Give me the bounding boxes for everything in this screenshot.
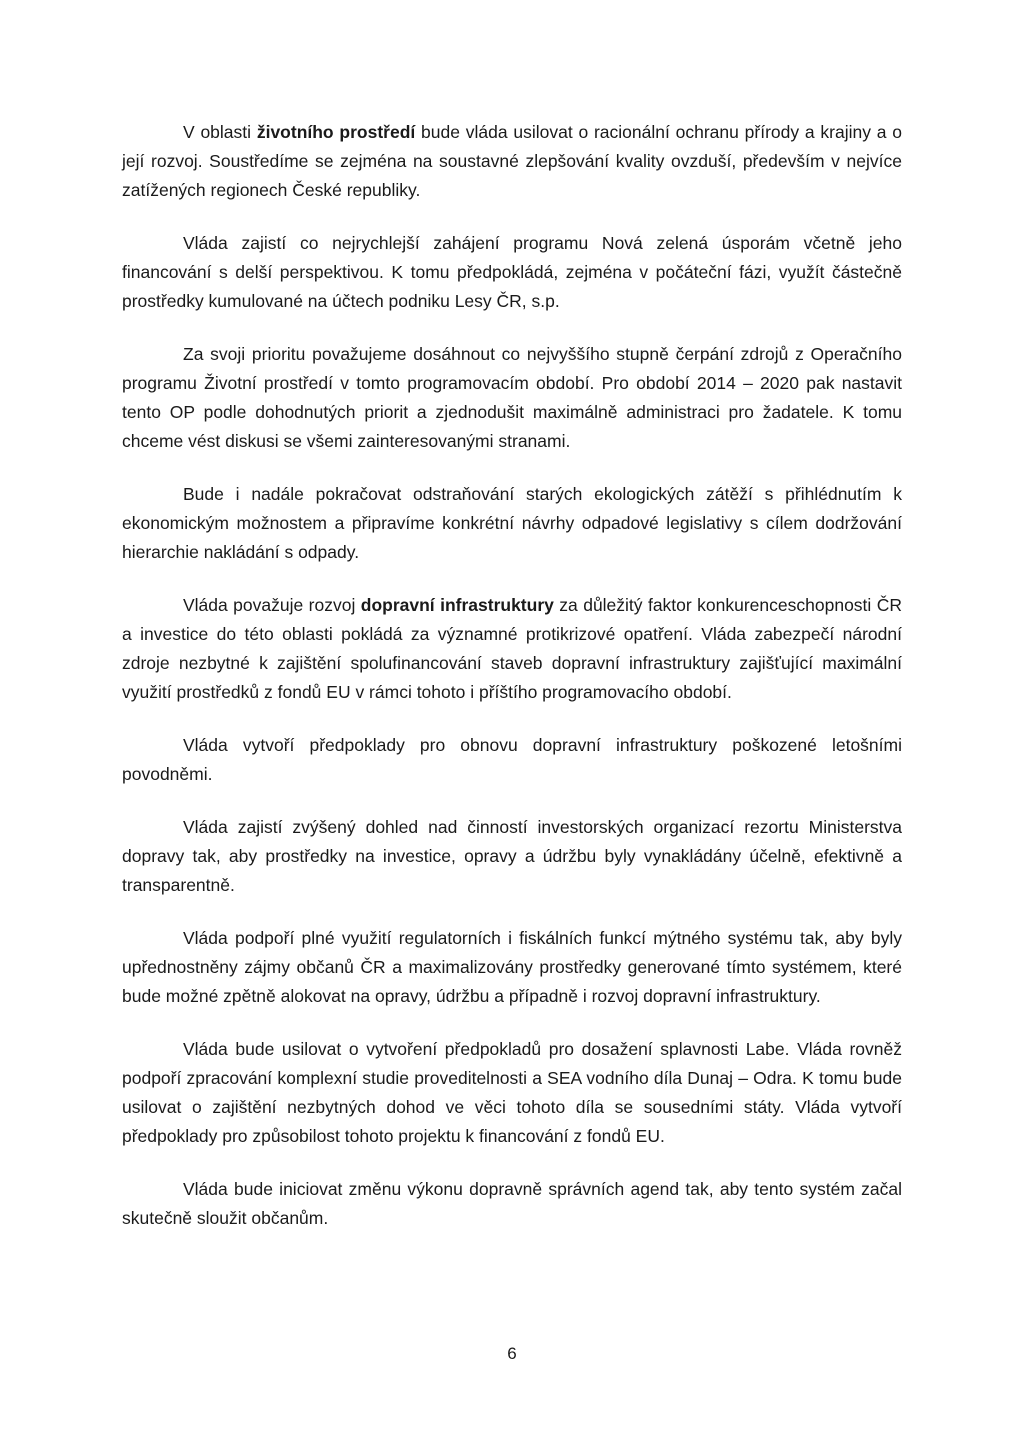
page-number: 6 — [507, 1344, 517, 1363]
paragraph-text: bude vláda usilovat o racionální ochranu přírody a krajiny a o její rozvoj. Soustředíme se zejména na soustavné zlepšování kvality ovzduší, především v nejvíce zatížených regionech České republiky. — [122, 122, 903, 200]
paragraph-text: V oblasti — [183, 122, 257, 142]
paragraph-text: za důležitý faktor konkurenceschopnosti ČR a investice do této oblasti pokládá za významné protikrizové opatření. Vláda zabezpečí národní zdroje nezbytné k zajištění spolufinancování staveb dopravní infrastruktury zajišťující maximální využití prostředků z fondů EU v rámci tohoto i příštího programovacího období. — [122, 595, 902, 702]
paragraph-transport-agendas: Vláda bude iniciovat změnu výkonu dopravně správních agend tak, aby tento systém začal skutečně sloužit občanům. — [122, 1179, 902, 1228]
paragraph-text: Vláda považuje rozvoj — [183, 595, 361, 615]
paragraph-green-savings: Vláda zajistí co nejrychlejší zahájení programu Nová zelená úsporám včetně jeho financování s delší perspektivou. K tomu předpokládá, zejména v počáteční fázi, využít částečně prostředky kumulované na účtech podniku Lesy ČR, s.p. — [122, 233, 902, 311]
document-page-body — [122, 118, 902, 1257]
paragraph-operational-programme: Za svoji prioritu považujeme dosáhnout co nejvyššího stupně čerpání zdrojů z Operačního programu Životní prostředí v tomto programovacím období. Pro období 2014 – 2020 pak nastavit tento OP podle dohodnutých priorit a zjednodušit maximálně administraci pro žadatele. K tomu chceme vést diskusi se všemi zainteresovanými stranami. — [122, 344, 902, 451]
paragraph-environment — [122, 118, 902, 205]
paragraph-elbe-navigability: Vláda bude usilovat o vytvoření předpokladů pro dosažení splavnosti Labe. Vláda rovněž podpoří zpracování komplexní studie proveditelnosti a SEA vodního díla Dunaj – Odra. K tomu bude usilovat o zajištění nezbytných dohod ve věci tohoto díla se sousedními státy. Vláda vytvoří předpoklady pro způsobilost tohoto projektu k financování z fondů EU. — [122, 1039, 902, 1146]
paragraph-flood-recovery: Vláda vytvoří předpoklady pro obnovu dopravní infrastruktury poškozené letošními povodněmi. — [122, 735, 902, 784]
bold-term-transport: dopravní infrastruktury — [360, 595, 554, 615]
bold-term-environment: životního prostředí — [256, 122, 416, 142]
paragraph-transport-infrastructure — [122, 591, 902, 707]
paragraph-toll-system: Vláda podpoří plné využití regulatorních i fiskálních funkcí mýtného systému tak, aby byly upřednostněny zájmy občanů ČR a maximalizovány prostředky generované tímto systémem, které bude možné zpětně alokovat na opravy, údržbu a případně i rozvoj dopravní infrastruktury. — [122, 928, 902, 1006]
paragraph-ministry-oversight: Vláda zajistí zvýšený dohled nad činností investorských organizací rezortu Ministerstva dopravy tak, aby prostředky na investice, opravy a údržbu byly vynakládány účelně, efektivně a transparentně. — [122, 817, 902, 895]
paragraph-ecological-burdens: Bude i nadále pokračovat odstraňování starých ekologických zátěží s přihlédnutím k ekonomickým možnostem a připravíme konkrétní návrhy odpadové legislativy s cílem dodržování hierarchie nakládání s odpady. — [122, 484, 902, 562]
